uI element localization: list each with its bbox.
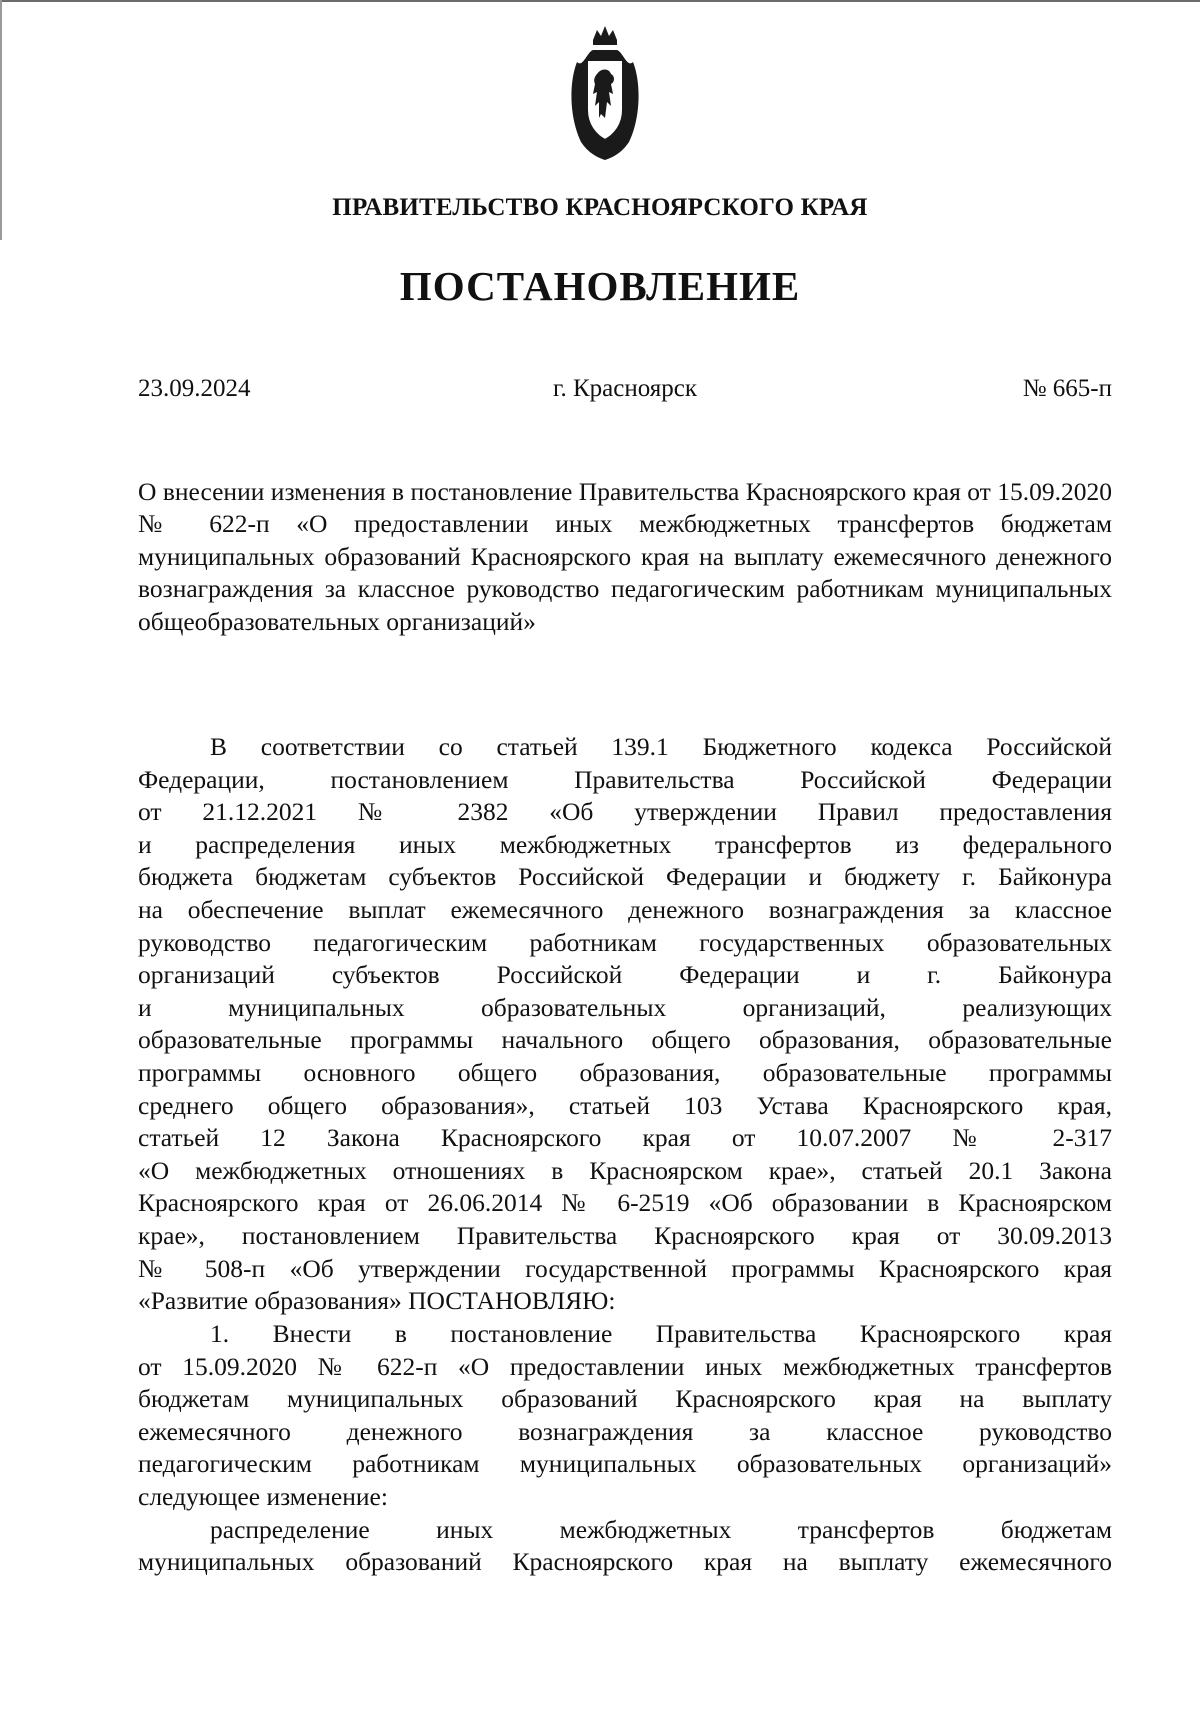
preamble-line: организаций субъектов Российской Федерации и г. Байконура xyxy=(138,960,1112,990)
item-line: следующее изменение: xyxy=(138,1481,388,1511)
document-city: г. Красноярск xyxy=(553,375,697,402)
item-line: ежемесячного денежного вознаграждения за классное руководство xyxy=(138,1416,1112,1446)
preamble-line: Федерации, постановлением Правительства Российской Федерации xyxy=(138,764,1112,794)
item-line: бюджетам муниципальных образований Красноярского края на выплату xyxy=(138,1384,1112,1414)
preamble-line: бюджета бюджетам субъектов Российской Федерации и бюджету г. Байконура xyxy=(138,862,1112,892)
preamble xyxy=(138,731,1112,1318)
preamble-line: В соответствии со статьей 139.1 Бюджетного кодекса Российской xyxy=(210,732,1112,761)
preamble-line: и муниципальных образовательных организаций, реализующих xyxy=(138,992,1112,1022)
organization-name: ПРАВИТЕЛЬСТВО КРАСНОЯРСКОГО КРАЯ xyxy=(332,194,868,221)
document-type: ПОСТАНОВЛЕНИЕ xyxy=(399,263,801,309)
preamble-line: и распределения иных межбюджетных трансфертов из федерального xyxy=(138,829,1112,859)
coat-of-arms-icon xyxy=(567,22,643,162)
item-line: от 15.09.2020 № 622-п «О предоставлении иных межбюджетных трансфертов xyxy=(138,1351,1112,1381)
preamble-line: статьей 12 Закона Красноярского края от 10.07.2007 № 2-317 xyxy=(138,1123,1112,1153)
preamble-line: № 508-п «Об утверждении государственной программы Красноярского края xyxy=(138,1253,1112,1283)
preamble-line: среднего общего образования», статьей 103 Устава Красноярского края, xyxy=(138,1090,1112,1120)
item-line: муниципальных образований Красноярского края на выплату ежемесячного xyxy=(138,1547,1112,1577)
preamble-line: руководство педагогическим работникам государственных образовательных xyxy=(138,927,1112,957)
preamble-line: Красноярского края от 26.06.2014 № 6-2519 «Об образовании в Красноярском xyxy=(138,1188,1112,1218)
preamble-line: «Развитие образования» ПОСТАНОВЛЯЮ: xyxy=(138,1286,616,1316)
item-line: 1. Внести в постановление Правительства Красноярского края xyxy=(210,1319,1112,1348)
document-meta xyxy=(138,375,1112,411)
preamble-line: от 21.12.2021 № 2382 «Об утверждении Правил предоставления xyxy=(138,797,1112,827)
document-number: № 665-п xyxy=(1022,375,1112,402)
preamble-line: крае», постановлением Правительства Красноярского края от 30.09.2013 xyxy=(138,1220,1112,1250)
preamble-line: «О межбюджетных отношениях в Красноярском крае», статьей 20.1 Закона xyxy=(138,1155,1112,1185)
preamble-line: образовательные программы начального общего образования, образовательные xyxy=(138,1025,1112,1055)
item-line: педагогическим работникам муниципальных образовательных организаций» xyxy=(138,1449,1112,1479)
item-line: распределение иных межбюджетных трансфертов бюджетам xyxy=(210,1514,1112,1544)
preamble-line: программы основного общего образования, образовательные программы xyxy=(138,1057,1112,1087)
document-date: 23.09.2024 xyxy=(138,375,251,402)
scan-edge-top xyxy=(0,0,1200,2)
preamble-line: на обеспечение выплат ежемесячного денежного вознаграждения за классное xyxy=(138,894,1112,924)
item-1 xyxy=(138,1318,1112,1579)
document-title: О внесении изменения в постановление Правительства Красноярского края от 15.09.2020 № 622-п «О предоставлении иных межбюджетных трансфертов бюджетам муниципальных образований Красноярского края на выплату ежемесячного денежного вознаграждения за классное руководство педагогическим работникам муниципальных общеобразовательных организаций» xyxy=(138,477,1112,636)
